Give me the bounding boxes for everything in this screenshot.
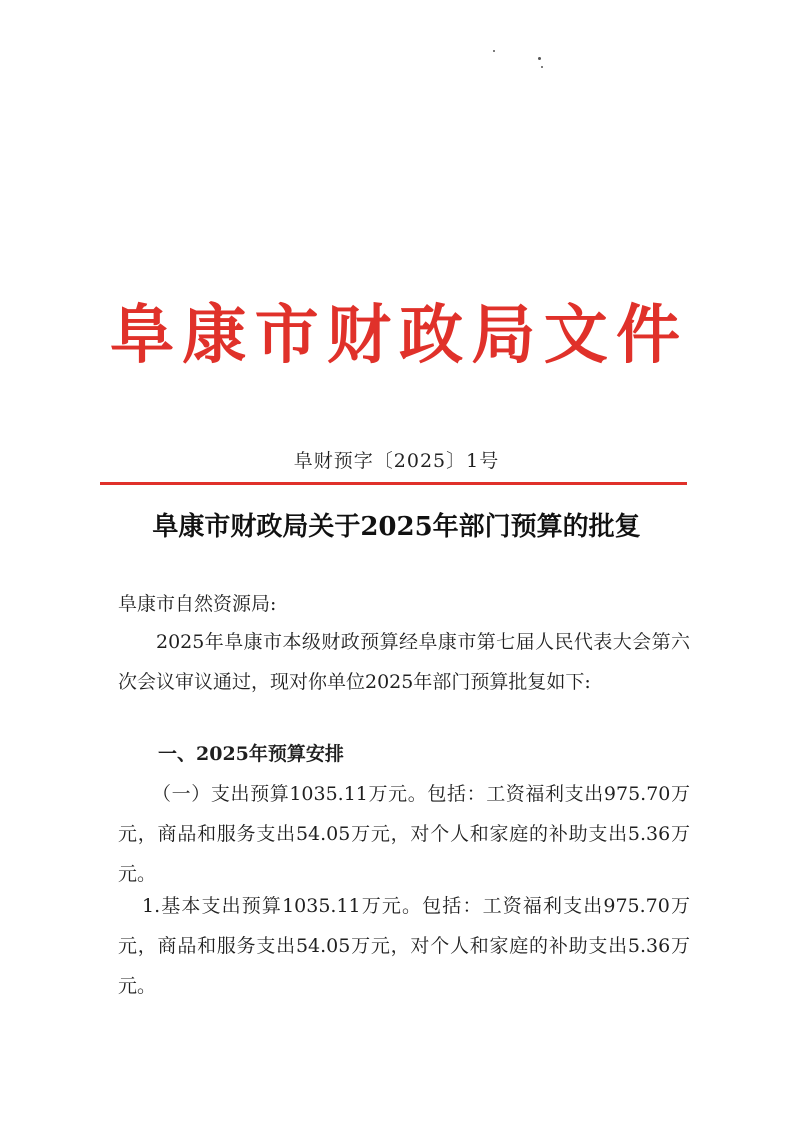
- red-divider: [100, 482, 687, 485]
- paragraph-basic: 1.基本支出预算1035.11万元。包括：工资福利支出975.70万元，商品和服务支出54.05万元，对个人和家庭的补助支出5.36万元。: [118, 895, 690, 997]
- document-title: 阜康市财政局关于2025年部门预算的批复: [152, 512, 641, 542]
- masthead-char: 件: [615, 299, 680, 373]
- paragraph-intro: 2025年阜康市本级财政预算经阜康市第七届人民代表大会第六次会议审议通过，现对你单位2025年部门预算批复如下:: [118, 631, 690, 693]
- masthead-char: 阜: [110, 299, 174, 373]
- masthead-char: 局: [471, 299, 536, 373]
- masthead-char: 文: [543, 299, 608, 373]
- masthead-char: 政: [399, 299, 464, 373]
- document-number: 阜财预字〔2025〕1号: [293, 450, 500, 472]
- paragraph-expense: （一）支出预算1035.11万元。包括：工资福利支出975.70万元，商品和服务支出54.05万元，对个人和家庭的补助支出5.36万元。: [118, 783, 690, 885]
- scan-speck: [538, 57, 541, 60]
- scan-speck: [493, 50, 495, 52]
- masthead-title: [110, 300, 680, 372]
- section-heading: 一、2025年预算安排: [158, 743, 344, 765]
- masthead-char: 市: [254, 299, 319, 373]
- scan-speck: [541, 66, 543, 68]
- masthead-char: 财: [326, 299, 391, 373]
- masthead-char: 康: [182, 299, 247, 373]
- salutation: 阜康市自然资源局:: [118, 593, 277, 615]
